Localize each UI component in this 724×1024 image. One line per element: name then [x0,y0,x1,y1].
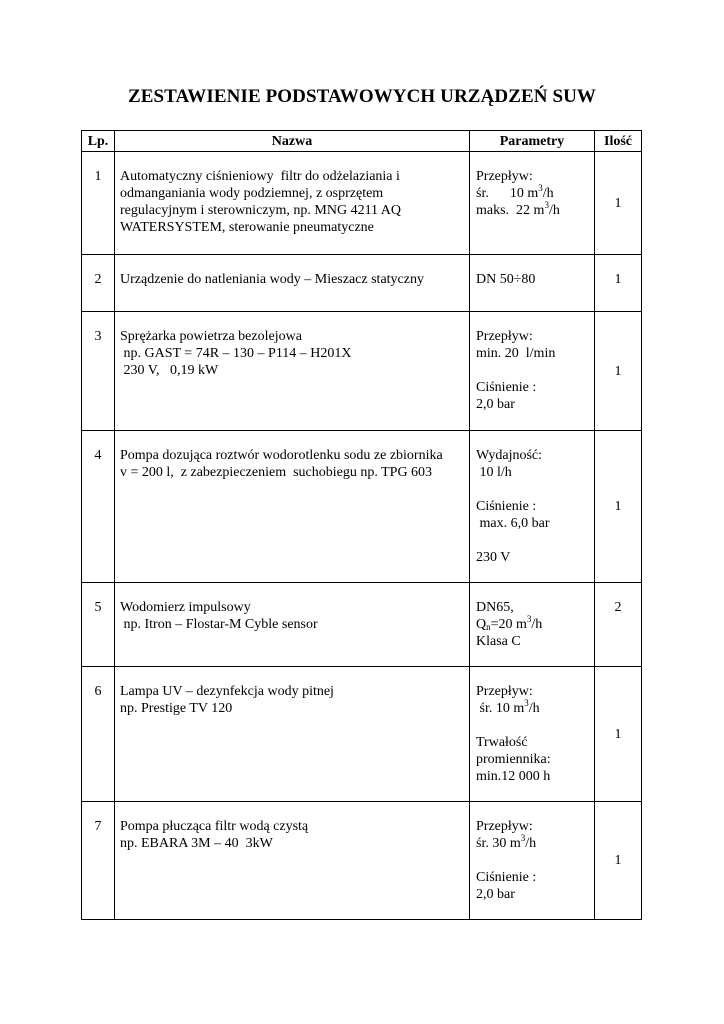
equipment-qty: 1 [595,312,642,431]
equipment-params [470,431,595,583]
name-line: np. Prestige TV 120 [120,701,233,716]
name-line: Pompa dozująca roztwór wodorotlenku sodu ze zbiornika [120,448,443,463]
equipment-name [115,312,470,431]
param-line: promiennika: [476,752,551,767]
name-line: 230 V, 0,19 kW [120,363,219,378]
equipment-name [115,667,470,802]
param-line: 10 l/h [476,465,512,480]
param-line: min. 20 l/min [476,346,556,361]
name-line: np. GAST = 74R – 130 – P114 – H201X [120,346,352,361]
equipment-name [115,152,470,255]
name-line: v = 200 l, z zabezpieczeniem suchobiegu np. TPG 603 [120,465,433,480]
param-line: Trwałość [476,735,528,750]
name-line: WATERSYSTEM, sterowanie pneumatyczne [120,220,374,235]
equipment-params [470,802,595,920]
table-row [82,312,642,431]
name-line: np. EBARA 3M – 40 3kW [120,836,273,851]
row-number: 1 [82,152,115,255]
row-number: 6 [82,667,115,802]
param-line: Ciśnienie : [476,380,537,395]
param-line: DN 50÷80 [476,272,536,287]
param-line: śr. 10 $m^3/h$ [476,698,540,716]
header-qty: Ilość [595,131,642,152]
equipment-name [115,431,470,583]
param-line: Klasa C [476,634,521,649]
name-line: odmanganiania wody podziemnej, z osprzętem [120,186,384,201]
row-number: 2 [82,255,115,312]
param-line: DN65, [476,600,514,615]
name-line: Automatyczny ciśnieniowy filtr do odżelaziania i [120,169,400,184]
name-line: Lampa UV – dezynfekcja wody pitnej [120,684,334,699]
param-line: Przepływ: [476,329,533,344]
header-params: Parametry [470,131,595,152]
table-row [82,152,642,255]
param-line: 2,0 bar [476,397,515,412]
param-line: 230 V [476,550,511,565]
equipment-params [470,667,595,802]
equipment-qty: 1 [595,255,642,312]
equipment-params [470,255,595,312]
table-row [82,255,642,312]
name-line: Wodomierz impulsowy [120,600,251,615]
header-name: Nazwa [115,131,470,152]
param-line: min.12 000 h [476,769,551,784]
param-line: 2,0 bar [476,887,515,902]
table-row [82,667,642,802]
equipment-params [470,312,595,431]
param-line: max. 6,0 bar [476,516,550,531]
row-number: 7 [82,802,115,920]
param-line: Wydajność: [476,448,543,463]
name-line: np. Itron – Flostar-M Cyble sensor [120,617,318,632]
document-title: ZESTAWIENIE PODSTAWOWYCH URZĄDZEŃ SUW [127,86,597,107]
param-line: maks. 22 $m^3/h$ [476,200,560,218]
name-line: Urządzenie do natleniania wody – Mieszacz statyczny [120,272,424,287]
param-line: śr. 30 $m^3/h$ [476,833,537,851]
param-line: Ciśnienie : [476,499,537,514]
row-number: 4 [82,431,115,583]
equipment-params [470,583,595,667]
row-number: 3 [82,312,115,431]
equipment-qty: 1 [595,667,642,802]
equipment-qty: 1 [595,802,642,920]
param-line: śr. 10 $m^3/h$ [476,183,554,201]
equipment-name [115,255,470,312]
equipment-qty: 2 [595,583,642,667]
name-line: Pompa płucząca filtr wodą czystą [120,819,309,834]
equipment-name [115,802,470,920]
equipment-qty: 1 [595,431,642,583]
name-line: regulacyjnym i sterowniczym, np. MNG 4211 AQ [120,203,401,218]
equipment-name [115,583,470,667]
equipment-qty: 1 [595,152,642,255]
name-line: Sprężarka powietrza bezolejowa [120,329,302,344]
equipment-table [81,130,642,920]
header-lp: Lp. [82,131,115,152]
row-number: 5 [82,583,115,667]
table-row [82,583,642,667]
param-line: Przepływ: [476,684,533,699]
table-row [82,431,642,583]
equipment-params [470,152,595,255]
param-line: Ciśnienie : [476,870,537,885]
table-header-row [82,131,642,152]
param-line: $Q_n=20$ $m^3/h$ [476,614,543,632]
param-line: Przepływ: [476,819,533,834]
table-row [82,802,642,920]
param-line: Przepływ: [476,169,533,184]
